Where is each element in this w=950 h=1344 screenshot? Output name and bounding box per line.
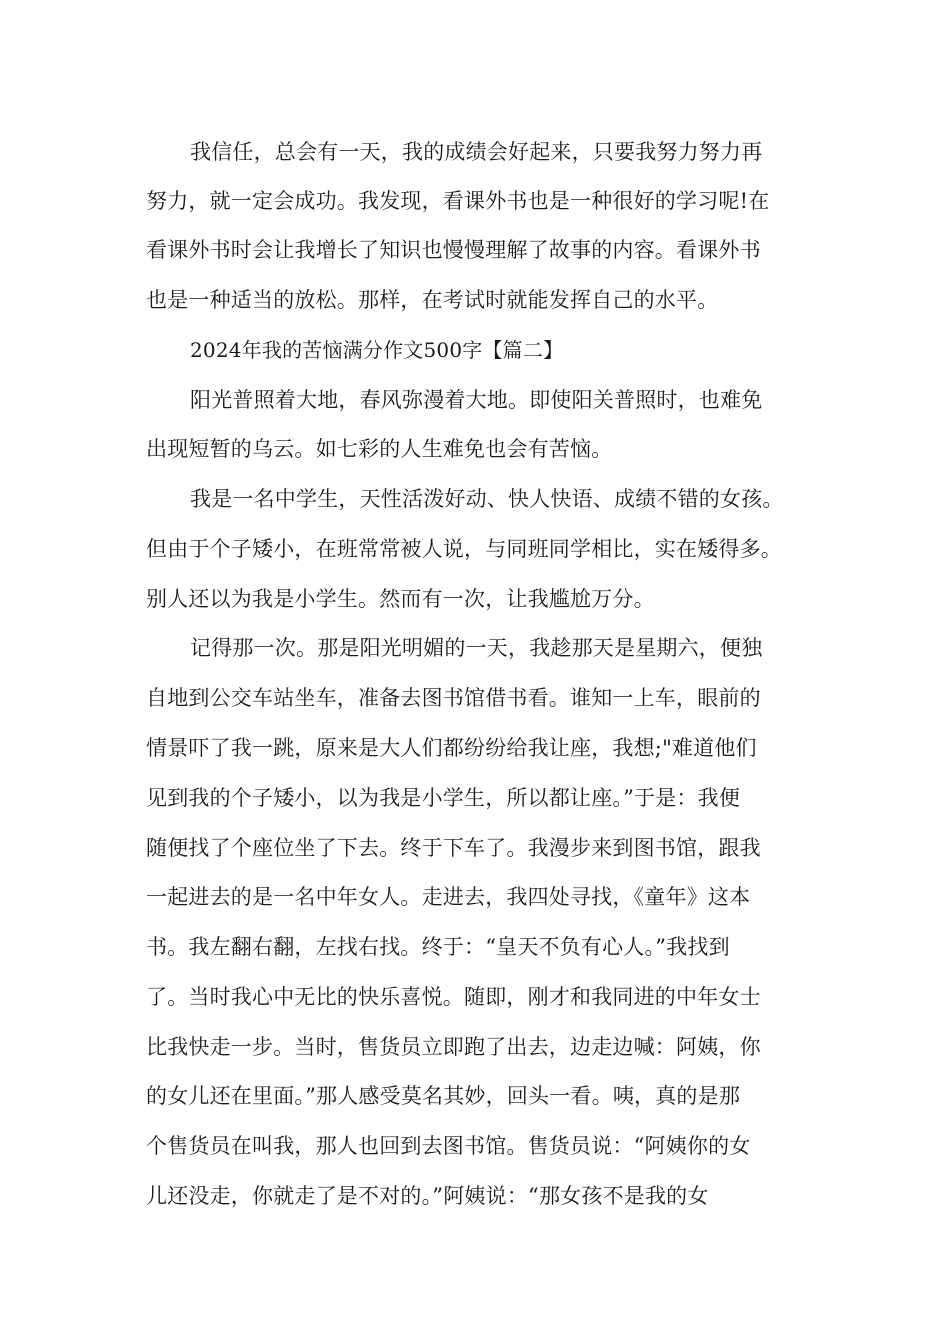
text-line: 也是一种适当的放松。那样，在考试时就能发挥自己的水平。 [146,288,719,312]
text-line: 自地到公交车站坐车，准备去图书馆借书看。谁知一上车，眼前的 [146,686,761,710]
section-heading: 2024年我的苦恼满分作文500字【篇二】 [190,338,564,362]
text-line: 阳光普照着大地，春风弥漫着大地。即使阳关普照时，也难免 [190,388,763,412]
text-line: 书。我左翻右翻，左找右找。终于：“皇天不负有心人。”我找到 [146,935,730,959]
text-line: 看课外书时会让我增长了知识也慢慢理解了故事的内容。看课外书 [146,238,761,262]
text-line: 别人还以为我是小学生。然而有一次，让我尴尬万分。 [146,587,655,611]
text-line: 的女儿还在里面。”那人感受莫名其妙，回头一看。咦，真的是那 [146,1084,741,1108]
text-line: 儿还没走，你就走了是不对的。”阿姨说：“那女孩不是我的女 [146,1184,709,1208]
text-line: 比我快走一步。当时，售货员立即跑了出去，边走边喊：阿姨，你 [146,1035,761,1059]
text-line: 个售货员在叫我，那人也回到去图书馆。售货员说：“阿姨你的女 [146,1134,751,1158]
text-line: 情景吓了我一跳，原来是大人们都纷纷给我让座，我想;"难道他们 [146,736,757,760]
text-line: 出现短暂的乌云。如七彩的人生难免也会有苦恼。 [146,437,613,461]
text-line: 但由于个子矮小，在班常常被人说，与同班同学相比，实在矮得多。 [146,537,782,561]
text-line: 一起进去的是一名中年女人。走进去，我四处寻找，《童年》这本 [146,885,751,909]
text-line: 了。当时我心中无比的快乐喜悦。随即，刚才和我同进的中年女士 [146,985,761,1009]
text-line: 努力，就一定会成功。我发现，看课外书也是一种很好的学习呢!在 [146,189,770,213]
text-line: 随便找了个座位坐了下去。终于下车了。我漫步来到图书馆，跟我 [146,836,761,860]
text-line: 见到我的个子矮小，以为我是小学生，所以都让座。”于是：我便 [146,786,741,810]
text-line: 记得那一次。那是阳光明媚的一天，我趁那天是星期六，便独 [190,636,763,660]
text-line: 我是一名中学生，天性活泼好动、快人快语、成绩不错的女孩。 [190,487,784,511]
text-line: 我信任，总会有一天，我的成绩会好起来，只要我努力努力再 [190,140,763,164]
